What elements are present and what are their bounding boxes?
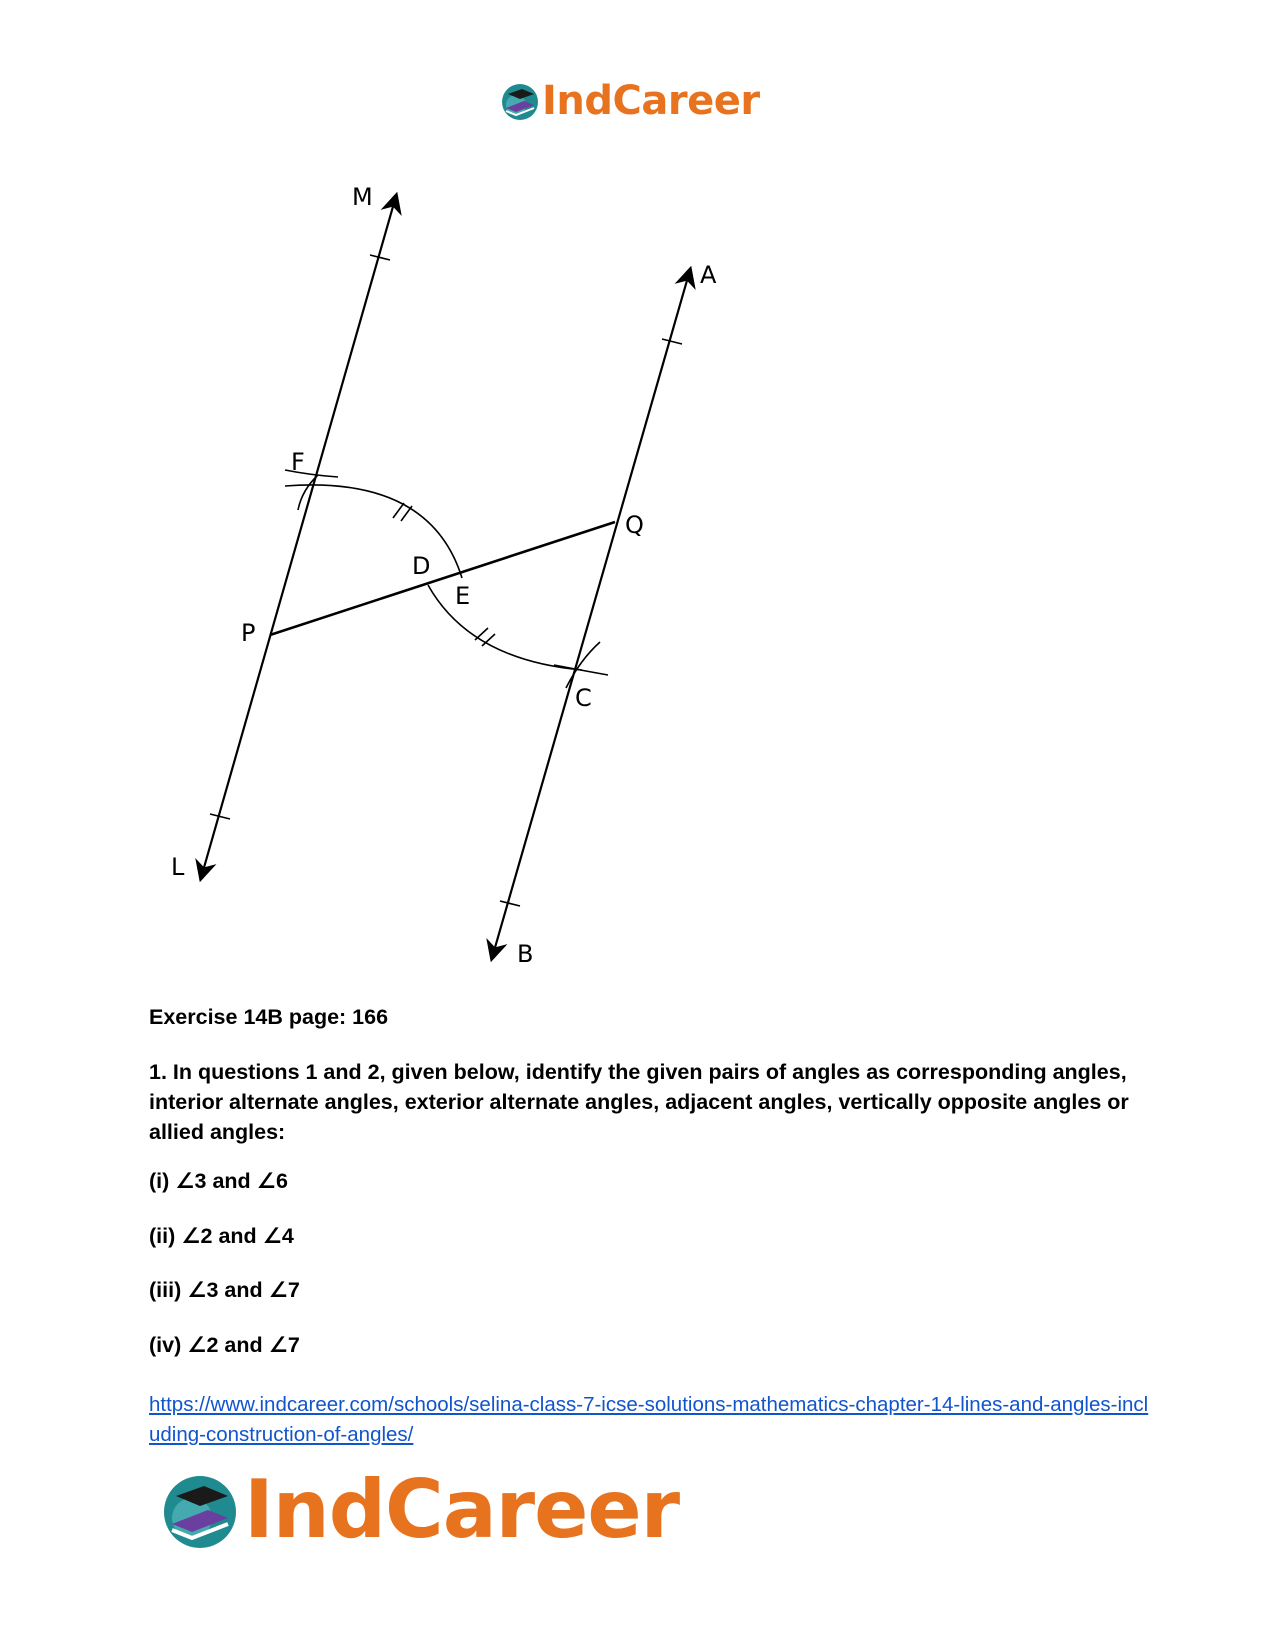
label-p: P xyxy=(241,619,256,647)
label-c: C xyxy=(575,684,592,712)
tick-fe-1 xyxy=(393,503,404,518)
label-l: L xyxy=(171,853,185,881)
tick-dc-1 xyxy=(475,628,488,640)
arc-dc xyxy=(428,585,582,670)
footer-logo xyxy=(160,1463,679,1556)
line-ab xyxy=(492,270,690,958)
label-f: F xyxy=(291,448,305,476)
tick-fe-2 xyxy=(401,506,412,521)
logo-text: IndCareer xyxy=(244,1463,680,1556)
tick-ab-bottom xyxy=(500,901,520,906)
arc-fe xyxy=(285,485,462,578)
arc-mark-c xyxy=(554,665,608,675)
source-link[interactable]: https://www.indcareer.com/schools/selina-class-7-icse-solutions-mathematics-chapter-14-lines-and-angles-including-construction-of-angles/ xyxy=(149,1393,1149,1446)
graduation-globe-icon xyxy=(160,1470,240,1550)
logo-text: IndCareer xyxy=(542,78,760,124)
line-lm xyxy=(201,196,396,878)
question-part: (ii) ∠2 and ∠4 xyxy=(149,1224,294,1248)
question-part: (i) ∠3 and ∠6 xyxy=(149,1169,288,1193)
label-a: A xyxy=(700,261,717,289)
label-e: E xyxy=(455,582,471,610)
tick-ab-top xyxy=(662,339,682,344)
label-d: D xyxy=(412,552,431,580)
label-b: B xyxy=(517,940,534,968)
label-q: Q xyxy=(625,511,644,539)
label-m: M xyxy=(352,183,373,211)
exercise-heading: Exercise 14B page: 166 xyxy=(149,1005,389,1029)
question-part: (iii) ∠3 and ∠7 xyxy=(149,1278,300,1302)
question-text: 1. In questions 1 and 2, given below, identify the given pairs of angles as corresponding angles, interior alternate angles, exterior alternate angles, adjacent angles, vertically opposite angles or allied angles: xyxy=(149,1060,1129,1144)
question-part: (iv) ∠2 and ∠7 xyxy=(149,1333,300,1357)
